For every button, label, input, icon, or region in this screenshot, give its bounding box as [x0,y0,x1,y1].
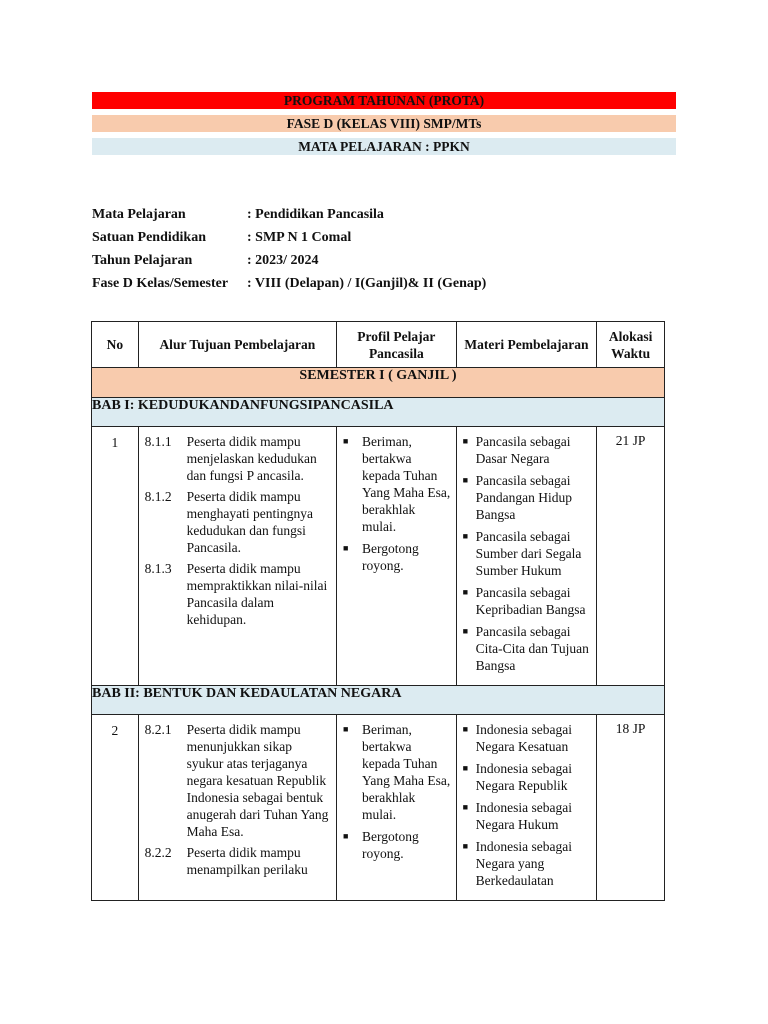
header-profil: Profil Pelajar Pancasila [337,322,457,368]
square-bullet-icon: ■ [462,587,469,597]
atp-item [145,721,332,840]
atp-code: 8.1.1 [144,434,172,449]
square-bullet-icon: ■ [462,841,469,851]
square-bullet-icon: ■ [343,543,349,553]
row-number: 2 [92,715,139,901]
profil-cell [337,427,457,686]
atp-text: Peserta didik mampu mempraktikkan nilai-nilai Pancasila dalam kehidupan. [186,561,328,627]
profil-text: Beriman, bertakwa kepada Tuhan Yang Maha Esa, berakhlak mulai. [362,434,451,534]
atp-item [145,560,332,628]
atp-cell [138,715,336,901]
materi-text: Indonesia sebagai Negara Republik [475,761,572,793]
info-key: Tahun Pelajaran [92,253,193,268]
profil-text: Beriman, bertakwa kepada Tuhan Yang Maha Esa, berakhlak mulai. [362,722,451,822]
header-atp: Alur Tujuan Pembelajaran [138,322,336,368]
list-item [343,433,452,535]
info-key: Satuan Pendidikan [92,230,206,245]
list-item [463,760,593,794]
square-bullet-icon: ■ [462,763,469,773]
info-value: : Pendidikan Pancasila [247,207,384,222]
bab-title: BAB II: BENTUK DAN KEDAULATAN NEGARA [92,686,665,715]
atp-cell [138,427,336,686]
atp-text: Peserta didik mampu menunjukkan sikap syukur atas terjaganya negara kesatuan Republik Indonesia sebagai bentuk anugerah dari Tuhan Yang Maha Esa. [186,722,329,839]
header-materi: Materi Pembelajaran [456,322,597,368]
list-item [463,433,593,467]
atp-code: 8.1.2 [144,489,172,504]
alokasi-waktu: 21 JP [597,427,665,686]
info-value: : SMP N 1 Comal [247,230,352,245]
alokasi-waktu: 18 JP [597,715,665,901]
info-row [92,252,486,275]
list-item [463,584,593,618]
info-key: Fase D Kelas/Semester [92,276,229,291]
list-item [343,721,452,823]
list-item [463,623,593,674]
atp-item [145,488,332,556]
square-bullet-icon: ■ [462,531,469,541]
atp-text: Peserta didik mampu menjelaskan kedudukan dan fungsi P ancasila. [186,434,317,483]
bab-title: BAB I: KEDUDUKANDANFUNGSIPANCASILA [92,398,665,427]
profil-text: Bergotong royong. [362,541,419,573]
mapel-band: MATA PELAJARAN : PPKN [92,138,676,155]
materi-cell [456,427,597,686]
info-row [92,275,486,298]
square-bullet-icon: ■ [462,802,469,812]
materi-cell [456,715,597,901]
atp-text: Peserta didik mampu menghayati pentingnya kedudukan dan fungsi Pancasila. [186,489,314,555]
row-number: 1 [92,427,139,686]
table-row [92,715,665,901]
atp-item [145,844,332,878]
materi-text: Pancasila sebagai Kepribadian Bangsa [475,585,586,617]
square-bullet-icon: ■ [462,436,469,446]
materi-text: Indonesia sebagai Negara yang Berkedaulatan [475,839,572,888]
header-waktu: Alokasi Waktu [597,322,665,368]
square-bullet-icon: ■ [343,436,349,446]
atp-item [145,433,332,484]
atp-code: 8.1.3 [144,561,172,576]
profil-text: Bergotong royong. [362,829,419,861]
header-no: No [92,322,139,368]
atp-code: 8.2.1 [144,722,172,737]
info-key: Mata Pelajaran [92,207,186,222]
info-value: : 2023/ 2024 [247,253,319,268]
square-bullet-icon: ■ [343,724,349,734]
list-item [343,828,452,862]
materi-text: Pancasila sebagai Sumber dari Segala Sumber Hukum [475,529,582,578]
materi-text: Indonesia sebagai Negara Kesatuan [475,722,572,754]
materi-text: Pancasila sebagai Pandangan Hidup Bangsa [475,473,572,522]
header-row [92,322,665,368]
list-item [463,528,593,579]
atp-code: 8.2.2 [144,845,172,860]
materi-text: Pancasila sebagai Cita-Cita dan Tujuan Bangsa [475,624,589,673]
table-row [92,427,665,686]
materi-text: Pancasila sebagai Dasar Negara [475,434,571,466]
atp-text: Peserta didik mampu menampilkan perilaku [186,845,308,877]
semester-row [92,368,665,398]
info-row [92,206,486,229]
list-item [343,540,452,574]
info-row [92,229,486,252]
title-band: PROGRAM TAHUNAN (PROTA) [92,92,676,109]
bab-row [92,398,665,427]
info-value: : VIII (Delapan) / I(Ganjil)& II (Genap) [247,276,487,291]
fase-band: FASE D (KELAS VIII) SMP/MTs [92,115,676,132]
list-item [463,472,593,523]
profil-cell [337,715,457,901]
info-block [92,206,486,298]
list-item [463,799,593,833]
square-bullet-icon: ■ [343,831,349,841]
list-item [463,838,593,889]
square-bullet-icon: ■ [462,626,469,636]
square-bullet-icon: ■ [462,724,469,734]
bab-row [92,686,665,715]
prota-table [91,321,665,901]
materi-text: Indonesia sebagai Negara Hukum [475,800,572,832]
list-item [463,721,593,755]
square-bullet-icon: ■ [462,475,469,485]
semester-label: SEMESTER I ( GANJIL ) [92,368,665,398]
